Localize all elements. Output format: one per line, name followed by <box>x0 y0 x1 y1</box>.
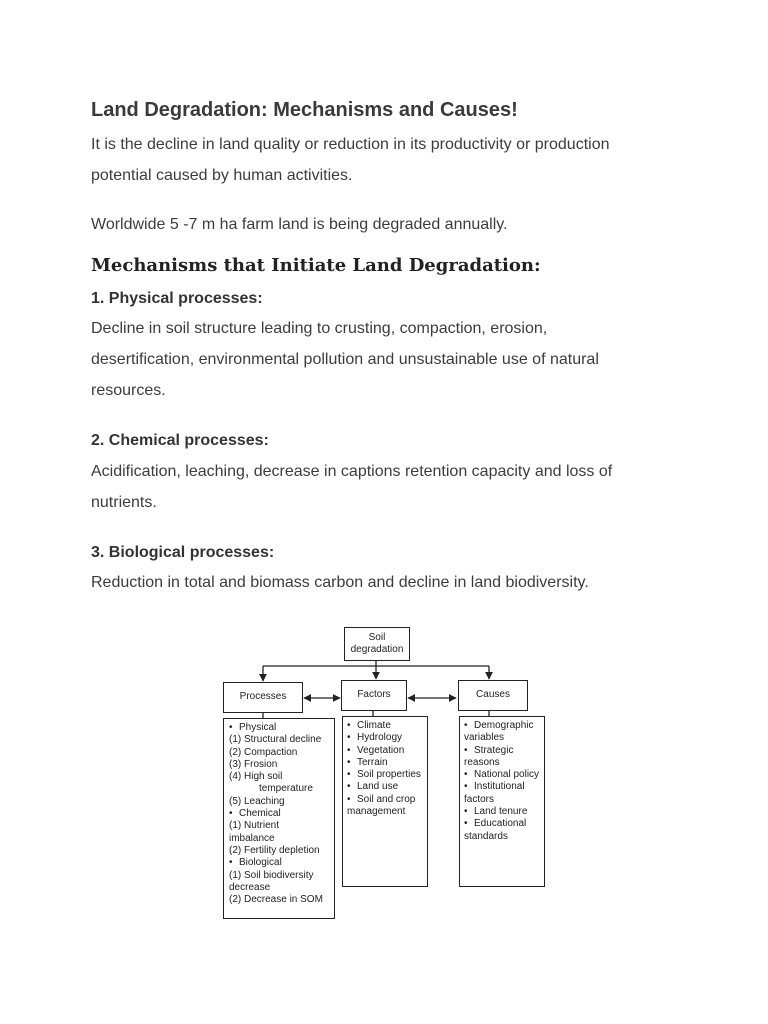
list-item: temperature <box>259 783 313 795</box>
biological-heading: 3. Biological processes: <box>91 544 275 561</box>
list-item: • Soil properties <box>347 769 421 781</box>
list-item: (1) Nutrient <box>229 820 280 832</box>
soil-degradation-diagram <box>218 622 548 922</box>
list-item: (1) Structural decline <box>229 734 322 746</box>
list-item: (2) Decrease in SOM <box>229 894 323 906</box>
list-item: • Hydrology <box>347 732 403 744</box>
factors-box: Factors <box>341 680 407 711</box>
list-item: • Physical <box>229 722 277 733</box>
biological-paragraph <box>91 567 691 598</box>
intro-line: It is the decline in land quality or reduction in its productivity or production <box>91 136 610 153</box>
chemical-heading: 2. Chemical processes: <box>91 432 269 449</box>
physical-line: resources. <box>91 382 166 399</box>
list-item: management <box>347 806 406 818</box>
list-item: (4) High soil <box>229 771 283 783</box>
root-line: degradation <box>350 644 404 655</box>
list-item: (2) Compaction <box>229 746 298 758</box>
list-item: • Land use <box>347 781 399 793</box>
list-item: (3) Frosion <box>229 758 278 770</box>
chemical-paragraph <box>91 456 691 518</box>
intro-line: potential caused by human activities. <box>91 167 353 184</box>
list-item: variables <box>464 732 505 744</box>
physical-heading: 1. Physical processes: <box>91 290 263 307</box>
biological-line: Reduction in total and biomass carbon and decline in land biodiversity. <box>91 574 589 591</box>
mechanisms-heading: Mechanisms that Initiate Land Degradation: <box>91 255 541 276</box>
causes-box: Causes <box>458 680 528 711</box>
list-item: decrease <box>229 881 271 893</box>
physical-line: desertification, environmental pollution and unsustainable use of natural <box>91 351 599 368</box>
causes-list-box <box>459 716 545 887</box>
chemical-line: Acidification, leaching, decrease in captions retention capacity and loss of <box>91 463 613 480</box>
list-item: standards <box>464 830 508 842</box>
soil-degradation-box <box>344 627 410 661</box>
physical-paragraph <box>91 313 691 406</box>
article-title: Land Degradation: Mechanisms and Causes! <box>91 99 518 121</box>
list-item: (2) Fertility depletion <box>229 844 320 856</box>
list-item: • Land tenure <box>464 806 528 818</box>
list-item: • Demographic <box>464 720 534 731</box>
chemical-line: nutrients. <box>91 494 157 511</box>
list-item: • National policy <box>464 769 540 781</box>
list-item: • Soil and crop <box>347 793 416 805</box>
root-line: Soil <box>368 631 386 643</box>
list-item: imbalance <box>229 832 275 844</box>
list-item: • Terrain <box>347 756 388 768</box>
list-item: • Vegetation <box>347 744 405 756</box>
processes-list <box>229 722 334 906</box>
factors-list-box <box>342 716 428 887</box>
list-item: • Climate <box>347 720 391 731</box>
list-item: reasons <box>464 756 500 768</box>
causes-list <box>464 720 544 843</box>
list-item: • Educational <box>464 818 527 830</box>
intro-paragraph <box>91 129 691 191</box>
processes-box: Processes <box>223 682 303 713</box>
list-item: • Institutional <box>464 781 525 793</box>
processes-list-box <box>223 718 335 919</box>
factors-list <box>347 720 427 818</box>
list-item: • Strategic <box>464 744 514 756</box>
list-item: (1) Soil biodiversity <box>229 869 314 881</box>
list-item: • Chemical <box>229 808 281 820</box>
list-item: • Biological <box>229 857 282 869</box>
physical-line: Decline in soil structure leading to crusting, compaction, erosion, <box>91 320 548 337</box>
list-item: factors <box>464 793 495 805</box>
stat-paragraph: Worldwide 5 -7 m ha farm land is being degraded annually. <box>91 216 508 233</box>
list-item: (5) Leaching <box>229 795 285 807</box>
